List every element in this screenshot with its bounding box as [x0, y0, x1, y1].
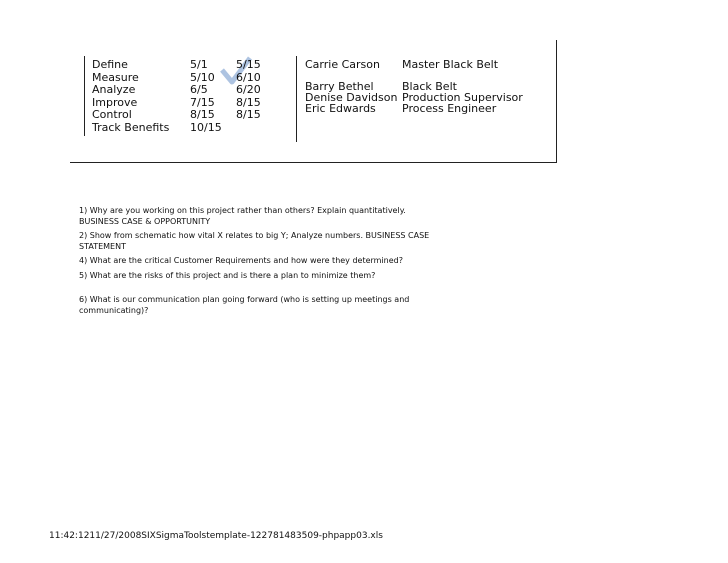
phase-start: 5/10 [190, 70, 215, 84]
question-text: 6) What is our communication plan going forward (who is setting up meetings and [79, 295, 410, 304]
phase-start: 10/15 [190, 120, 222, 134]
phase-start: 8/15 [190, 108, 215, 122]
team-member-role: Process Engineer [402, 102, 497, 115]
question-item [79, 256, 499, 267]
team-member-name: Carrie Carson [305, 58, 380, 71]
phase-start: 5/1 [190, 58, 208, 71]
team-member-name: Eric Edwards [305, 102, 376, 115]
question-item [79, 295, 499, 316]
phase-row [92, 59, 296, 72]
question-item [79, 231, 499, 252]
phase-name: Track Benefits [92, 120, 170, 134]
team-lead-row [305, 59, 523, 70]
phase-end: 6/20 [236, 83, 261, 97]
project-questions [79, 206, 499, 316]
team-member-role: Black Belt [402, 80, 457, 93]
phase-end: 8/15 [236, 95, 261, 109]
file-footer: 11:42:1211/27/2008SIXSigmaToolstemplate-122781483509-phpapp03.xls [49, 531, 383, 541]
question-subtext: communicating)? [79, 305, 149, 315]
team-member-row [305, 103, 523, 114]
team-member-name: Denise Davidson [305, 91, 398, 104]
team-roster [305, 59, 523, 114]
phase-end: 5/15 [236, 58, 261, 71]
question-item [79, 271, 499, 282]
phase-start: 6/5 [190, 83, 208, 97]
question-text: 4) What are the critical Customer Requirements and how were they determined? [79, 256, 403, 265]
team-member-name: Barry Bethel [305, 80, 374, 93]
phase-end: 8/15 [236, 108, 261, 122]
team-member-role: Master Black Belt [402, 58, 499, 71]
question-subtext: BUSINESS CASE & OPPORTUNITY [79, 216, 211, 226]
question-text: 2) Show from schematic how vital X relates to big Y; Analyze numbers. BUSINESS CASE [79, 231, 430, 240]
phase-name: Measure [92, 70, 139, 84]
inner-left-rule [84, 56, 85, 136]
phase-row [92, 122, 296, 135]
phase-name: Control [92, 108, 132, 122]
phase-row [92, 84, 296, 97]
phase-name: Analyze [92, 83, 136, 97]
question-text: 1) Why are you working on this project rather than others? Explain quantitatively. [79, 206, 406, 215]
phase-name: Improve [92, 95, 138, 109]
question-item [79, 206, 499, 227]
phase-schedule-table [92, 59, 296, 135]
phase-end [236, 122, 296, 135]
phase-end: 6/10 [236, 70, 261, 84]
inner-mid-rule [296, 56, 297, 142]
question-subtext: STATEMENT [79, 241, 126, 251]
phase-name: Define [92, 58, 128, 71]
question-text: 5) What are the risks of this project and is there a plan to minimize them? [79, 270, 376, 280]
phase-start: 7/15 [190, 95, 215, 109]
team-member-role: Production Supervisor [402, 91, 523, 104]
